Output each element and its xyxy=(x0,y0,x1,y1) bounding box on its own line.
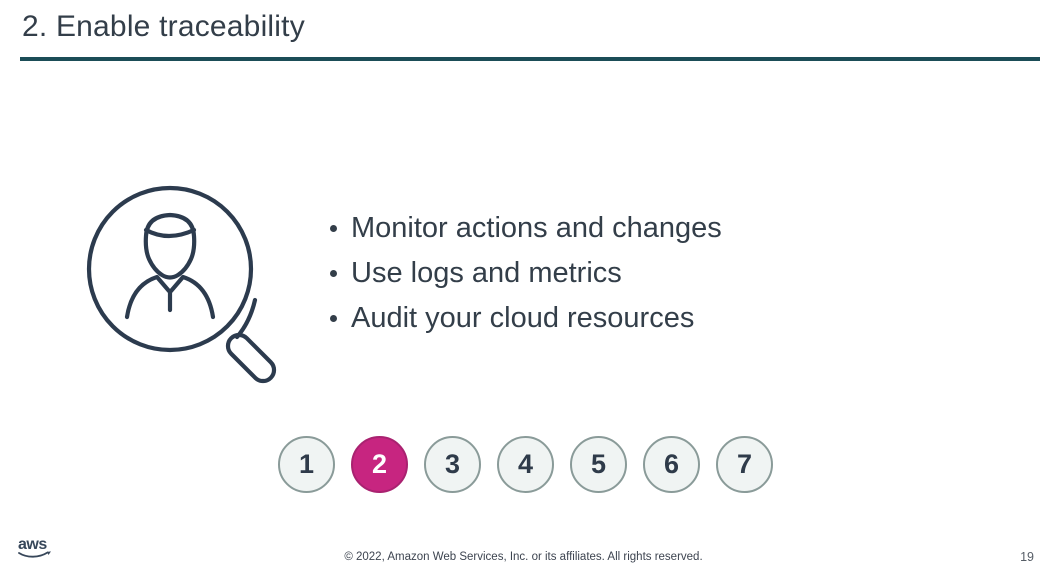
bullet-dot xyxy=(330,315,337,322)
step-circle-1: 1 xyxy=(278,436,335,493)
bullet-dot xyxy=(330,225,337,232)
bullet-text: Audit your cloud resources xyxy=(351,302,695,334)
step-circle-6: 6 xyxy=(643,436,700,493)
bullet-list xyxy=(330,206,722,341)
step-circle-7: 7 xyxy=(716,436,773,493)
bullet-text: Use logs and metrics xyxy=(351,257,622,289)
bullet-item xyxy=(330,296,722,341)
step-circle-4: 4 xyxy=(497,436,554,493)
bullet-item xyxy=(330,251,722,296)
step-circle-5: 5 xyxy=(570,436,627,493)
bullet-item xyxy=(330,206,722,251)
page-title: 2. Enable traceability xyxy=(22,10,305,43)
page-number: 19 xyxy=(1020,550,1034,564)
step-indicator xyxy=(278,436,773,493)
step-circle-3: 3 xyxy=(424,436,481,493)
title-rule xyxy=(20,57,1040,61)
step-circle-2-active: 2 xyxy=(351,436,408,493)
person-magnifier-icon xyxy=(70,170,300,400)
aws-logo-text: aws xyxy=(18,536,47,553)
bullet-text: Monitor actions and changes xyxy=(351,212,722,244)
copyright-text: © 2022, Amazon Web Services, Inc. or its affiliates. All rights reserved. xyxy=(344,551,703,563)
bullet-dot xyxy=(330,270,337,277)
